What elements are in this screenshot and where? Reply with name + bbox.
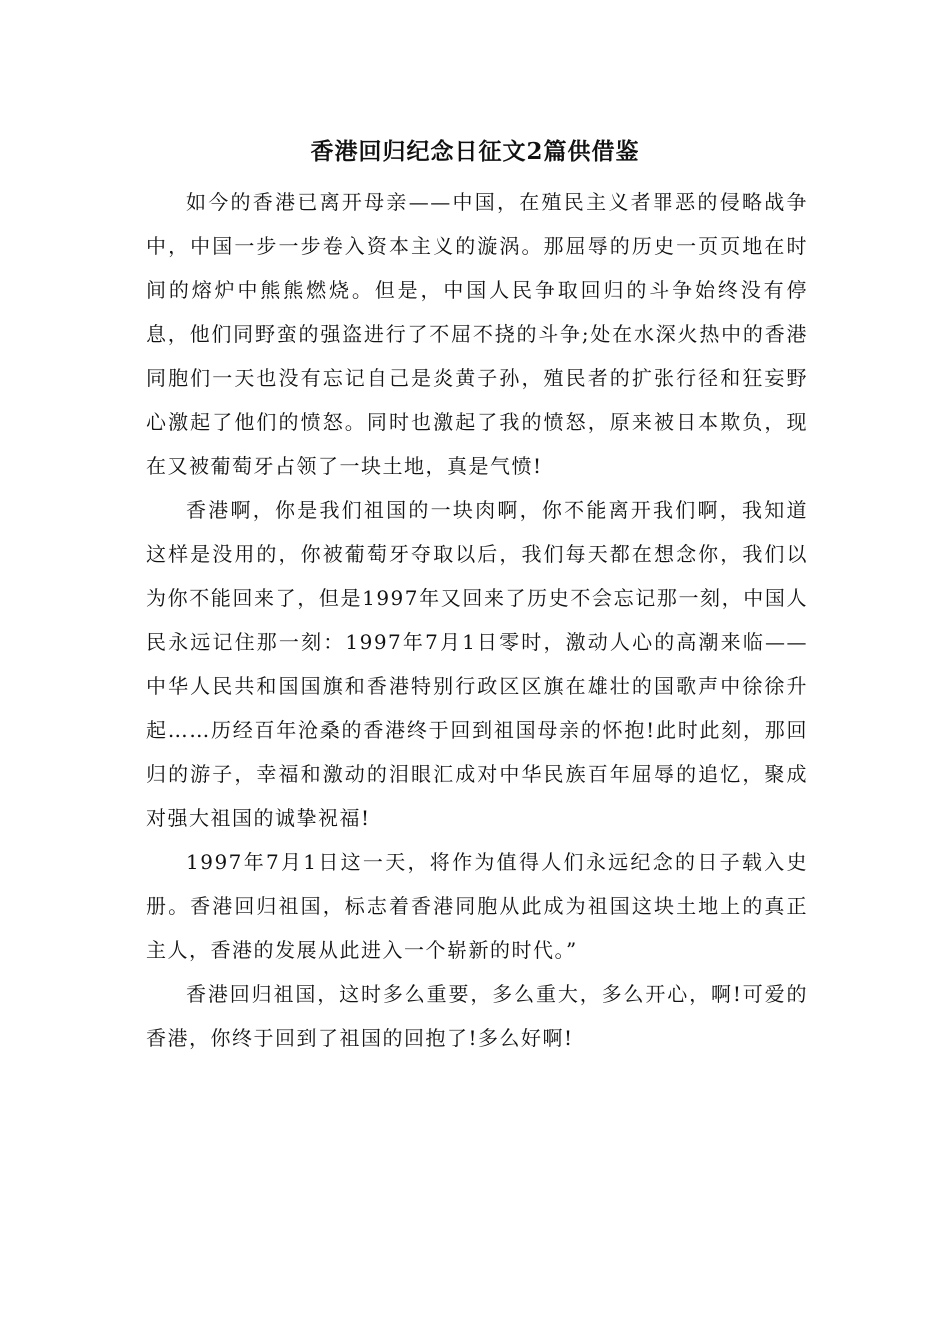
paragraph-4: 香港回归祖国，这时多么重要，多么重大，多么开心，啊!可爱的香港，你终于回到了祖国的回抱了!多么好啊! xyxy=(146,982,808,1050)
paragraph-2: 香港啊，你是我们祖国的一块肉啊，你不能离开我们啊，我知道这样是没用的，你被葡萄牙夺取以后，我们每天都在想念你，我们以为你不能回来了，但是1997年又回来了历史不会忘记那一刻，中国人民永远记住那一刻：1997年7月1日零时，激动人心的高潮来临——中华人民共和国国旗和香港特别行政区区旗在雄壮的国歌声中徐徐升起……历经百年沧桑的香港终于回到祖国母亲的怀抱!此时此刻，那回归的游子，幸福和激动的泪眼汇成对中华民族百年屈辱的追忆，聚成对强大祖国的诚挚祝福! xyxy=(146,498,808,830)
paragraph-3: 1997年7月1日这一天，将作为值得人们永远纪念的日子载入史册。香港回归祖国，标志着香港同胞从此成为祖国这块土地上的真正主人，香港的发展从此进入一个崭新的时代。” xyxy=(146,850,808,962)
document-title: 香港回归纪念日征文2篇供借鉴 xyxy=(310,138,640,165)
paragraph-1: 如今的香港已离开母亲——中国，在殖民主义者罪恶的侵略战争中，中国一步一步卷入资本主义的漩涡。那屈辱的历史一页页地在时间的熔炉中熊熊燃烧。但是，中国人民争取回归的斗争始终没有停息，他们同野蛮的强盗进行了不屈不挠的斗争;处在水深火热中的香港同胞们一天也没有忘记自己是炎黄子孙，殖民者的扩张行径和狂妄野心激起了他们的愤怒。同时也激起了我的愤怒，原来被日本欺负，现在又被葡萄牙占领了一块土地，真是气愤! xyxy=(146,190,808,478)
document-body xyxy=(146,180,808,1060)
